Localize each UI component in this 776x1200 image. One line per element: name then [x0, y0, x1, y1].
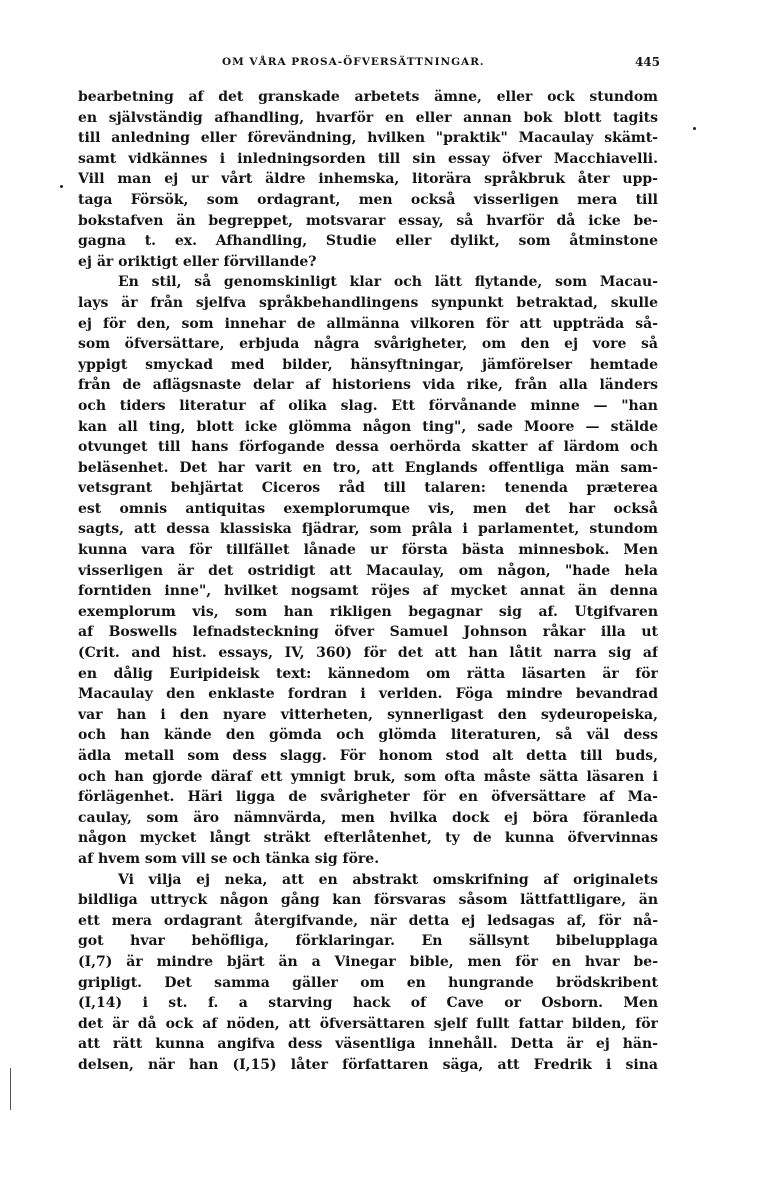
text-line: En stil, så genomskinligt klar och lätt flytande, som Macau-: [118, 274, 658, 291]
text-line: exemplorum vis, som han rikligen begagnar sig af. Utgifvaren: [78, 603, 658, 620]
body-text: [78, 87, 658, 1076]
text-line: ej för den, som innehar de allmänna vilkoren för att uppträda så-: [78, 315, 658, 332]
text-line: från de aflägsnaste delar af historiens vida rike, från alla länders: [78, 377, 658, 394]
text-line: ej är oriktigt eller förvillande?: [78, 253, 317, 270]
text-line: taga Försök, som ordagrant, men också visserligen mera till: [78, 191, 658, 208]
text-line: kan all ting, blott icke glömma någon ting", sade Moore — stälde: [78, 418, 658, 435]
text-line: (I,14) i st. f. a starving hack of Cave or Osborn. Men: [78, 995, 658, 1012]
text-line: vetsgrant behjärtat Ciceros råd till talaren: tenenda præterea: [78, 480, 658, 497]
text-line: (Crit. and hist. essays, IV, 360) för det att han låtit narra sig af: [78, 645, 658, 662]
margin-dot: [60, 185, 63, 188]
text-line: och han gjorde däraf ett ymnigt bruk, som ofta måste sätta läsaren i: [78, 768, 658, 785]
text-line: det är då ock af nöden, att öfversättaren sjelf fullt fattar bilden, för: [78, 1015, 658, 1032]
text-line: som öfversättare, erbjuda några svårigheter, om den ej vore så: [78, 336, 658, 353]
text-line: beläsenhet. Det har varit en tro, att Englands offentliga män sam-: [78, 459, 658, 476]
text-line: lays är från sjelfva språkbehandlingens synpunkt betraktad, skulle: [78, 294, 658, 311]
text-line: caulay, som äro nämnvärda, men hvilka dock ej böra föranleda: [78, 809, 658, 826]
running-title: OM VÅRA PROSA-ÖFVERSÄTTNINGAR.: [222, 56, 485, 68]
text-line: gripligt. Det samma gäller om en hungrande brödskribent: [78, 974, 658, 991]
text-line: någon mycket långt sträkt efterlåtenhet, ty de kunna öfvervinnas: [78, 830, 658, 847]
text-line: samt vidkännes i inledningsorden till sin essay öfver Macchiavelli.: [78, 150, 658, 167]
text-line: sagts, att dessa klassiska fjädrar, som prâla i parlamentet, stundom: [78, 521, 658, 538]
text-line: och tiders literatur af olika slag. Ett förvånande minne — "han: [78, 397, 658, 414]
text-line: af Boswells lefnadsteckning öfver Samuel Johnson råkar illa ut: [78, 624, 658, 641]
text-line: delsen, när han (I,15) låter författaren säga, att Fredrik i sina: [78, 1056, 658, 1073]
text-line: förlägenhet. Häri ligga de svårigheter för en öfversättare af Ma-: [78, 789, 658, 806]
text-line: bearbetning af det granskade arbetets ämne, eller ock stundom: [78, 89, 658, 105]
scan-edge-mark: [10, 1068, 11, 1110]
text-line: est omnis antiquitas exemplorumque vis, men det har också: [78, 500, 658, 517]
text-line: en självständig afhandling, hvarför en eller annan bok blott tagits: [78, 109, 658, 126]
text-line: gagna t. ex. Afhandling, Studie eller dylikt, som åtminstone: [78, 233, 658, 250]
text-line: och han kände den gömda och glömda literaturen, så väl dess: [78, 727, 658, 744]
text-line: bokstafven än begreppet, motsvarar essay, så hvarför då icke be-: [78, 212, 658, 229]
margin-dot: [693, 127, 696, 130]
text-line: ett mera ordagrant återgifvande, när detta ej ledsagas af, för nå-: [78, 912, 658, 929]
text-line: visserligen är det ostridigt att Macaulay, om någon, "hade hela: [78, 562, 658, 579]
text-line: af hvem som vill se och tänka sig före.: [78, 850, 380, 867]
text-line: yppigt smyckad med bilder, hänsyftningar, jämförelser hemtade: [78, 356, 658, 373]
text-line: var han i den nyare vitterheten, synnerligast den sydeuropeiska,: [78, 706, 658, 723]
text-line: till anledning eller förevändning, hvilken "praktik" Macaulay skämt-: [78, 130, 658, 147]
page-header: [80, 51, 670, 73]
text-line: forntiden inne", hvilket nogsamt röjes af mycket annat än denna: [78, 583, 658, 600]
text-line: kunna vara för tillfället lånade ur första bästa minnesbok. Men: [78, 542, 658, 559]
text-line: Vi vilja ej neka, att en abstrakt omskrifning af originalets: [118, 871, 658, 888]
text-line: got hvar behöfliga, förklaringar. En sällsynt bibelupplaga: [78, 933, 658, 950]
text-line: bildliga uttryck någon gång kan försvaras såsom lättfattligare, än: [78, 892, 658, 909]
text-line: (I,7) är mindre bjärt än a Vinegar bible, men för en hvar be-: [78, 953, 658, 970]
text-line: Vill man ej ur vårt äldre inhemska, litorära språkbruk åter upp-: [78, 171, 658, 188]
page-number: 445: [634, 55, 660, 69]
text-line: en dålig Euripideisk text: kännedom om rätta läsarten är för: [78, 665, 658, 682]
text-line: Macaulay den enklaste fordran i verlden. Föga mindre bevandrad: [78, 686, 658, 703]
text-line: ädla metall som dess slagg. För honom stod alt detta till buds,: [78, 748, 658, 764]
text-line: otvunget till hans förfogande dessa oerhörda skatter af lärdom och: [78, 439, 658, 456]
text-line: att rätt kunna angifva dess väsentliga innehåll. Detta är ej hän-: [78, 1036, 658, 1053]
